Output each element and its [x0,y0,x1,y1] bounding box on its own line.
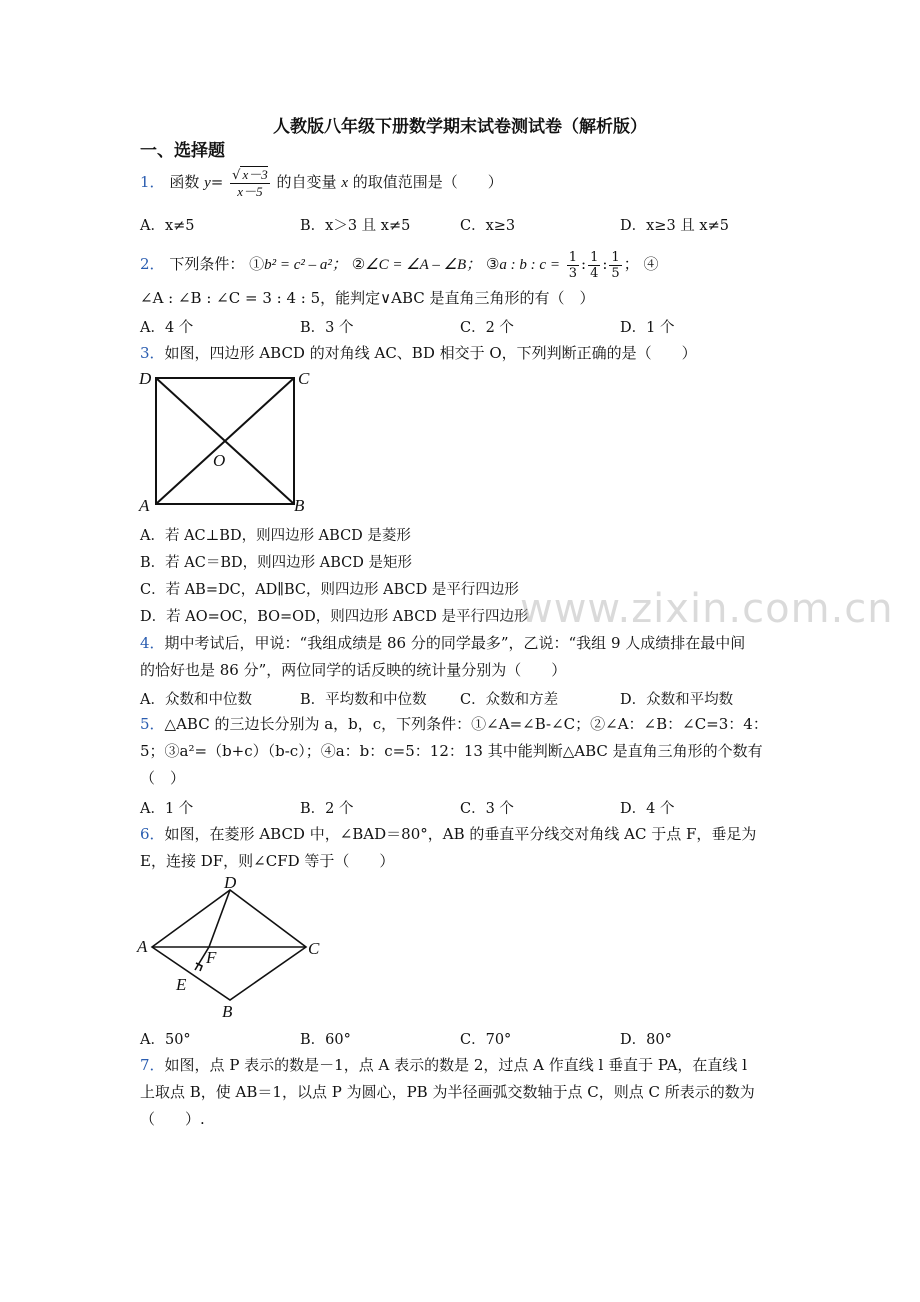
page-title: 人教版八年级下册数学期末试卷测试卷（解析版） [273,117,647,137]
q2-condition-3: a : b : c = [499,257,560,273]
label-f: F [206,948,217,967]
option-a: A．x≠5 [140,218,195,234]
option-d: D．1 个 [620,320,675,336]
q2-fraction-3: $\frac{1}{5}$ [611,249,620,281]
label-o: O [213,451,226,470]
option-c: C．众数和方差 [460,692,559,708]
q7-line-1: 如图，点 P 表示的数是－1，点 A 表示的数是 2，过点 A 作直线 l 垂直于 PA，在直线 l [164,1056,747,1074]
section-heading: 一、选择题 [140,141,225,161]
option-d: D．x≥3 且 x≠5 [620,218,729,234]
option-a: A．50° [140,1032,191,1048]
option-a: A．众数和中位数 [140,692,252,708]
question-1 [140,164,503,201]
option-d: D．众数和平均数 [620,692,734,708]
question-number: 4． [140,634,165,652]
option-c: C．x≥3 [460,218,516,234]
question-3 [140,340,697,366]
option-c: C．70° [460,1032,512,1048]
q2-mark-1: ① [249,255,265,273]
question-4 [140,630,745,656]
q2-semicolon: ； [623,255,639,273]
option-a: A．若 AC⊥BD，则四边形 ABCD 是菱形 [140,528,411,544]
q5-line-1: △ABC 的三边长分别为 a，b，c，下列条件：①∠A=∠B-∠C；②∠A：∠B：∠C=3：4： [164,715,768,733]
option-d: D．80° [620,1032,672,1048]
option-a: A．1 个 [140,801,194,817]
option-a: A．4 个 [140,320,194,336]
label-c: C [308,939,320,958]
q2-mark-2: ② [351,255,366,273]
option-b: B．x＞3 且 x≠5 [300,218,411,234]
q1-equals: = [210,173,224,191]
rhombus-figure [134,872,334,1022]
option-b: B．3 个 [300,320,354,336]
q2-line-2: ∠A : ∠B : ∠C = 3 : 4 : 5，能判定∨ABC 是直角三角形的有（ ） [140,289,595,307]
question-7 [140,1052,747,1078]
q4-line-1: 期中考试后，甲说：“我组成绩是 86 分的同学最多”，乙说：“我组 9 人成绩排在最中间 [164,634,746,652]
q2-mark-4: ④ [643,255,659,273]
q1-var-y: y [204,175,211,191]
label-a: A [139,496,150,515]
q1-prefix: 函数 [169,173,200,191]
q1-text-end: 的取值范围是（ ） [352,173,503,191]
option-b: B．60° [300,1032,351,1048]
label-d: D [139,369,152,388]
q5-line-3: （ ） [140,769,186,787]
q6-line-2: E，连接 DF，则∠CFD 等于（ ） [140,852,395,870]
label-c: C [298,369,310,388]
q6-line-1: 如图，在菱形 ABCD 中，∠BAD＝80°，AB 的垂直平分线交对角线 AC 于点 F，垂足为 [164,825,757,843]
q2-mark-3: ③ [485,255,500,273]
q2-fraction-1: $\frac{1}{3}$ [568,249,578,281]
q3-text: 如图，四边形 ABCD 的对角线 AC、BD 相交于 O，下列判断正确的是（ ） [164,344,697,362]
q1-fraction: $\frac{√ x-3}{x-5}$ [232,167,268,199]
question-2: 2． 下列条件： ①b² = c² – a²； ②∠C = ∠A – ∠B； ③a : b : c = $\frac{1}{3}$ : $\frac{1}{4}$ : $\frac{1}{5}$ ； ④ [140,249,659,281]
question-number: 1． [140,173,165,191]
label-e: E [176,975,187,994]
q1-text: 的自变量 [276,173,337,191]
q2-prefix: 下列条件： [169,255,245,273]
option-b: B．平均数和中位数 [300,692,427,708]
option-c: C．3 个 [460,801,514,817]
label-a: A [137,937,148,956]
question-number: 5． [140,715,165,733]
option-b: B．2 个 [300,801,354,817]
q5-line-2: 5；③a²=（b+c）（b-c）；④a：b：c=5：12：13 其中能判断△ABC 是直角三角形的个数有 [140,742,763,760]
label-b: B [294,496,305,515]
q2-condition-2: ∠C = ∠A – ∠B； [365,257,482,273]
question-number: 3． [140,344,165,362]
option-d: D．若 AO=OC，BO=OD，则四边形 ABCD 是平行四边形 [140,609,529,625]
question-5 [140,711,768,737]
q2-condition-1: b² = c² – a²； [264,257,347,273]
question-6 [140,821,756,847]
q7-line-3: （ ）. [140,1110,205,1128]
q1-var-x: x [341,175,348,191]
question-number: 6． [140,825,165,843]
q2-fraction-2: $\frac{1}{4}$ [590,249,599,281]
label-d: D [224,873,237,892]
watermark: www.zixin.com.cn [520,586,894,632]
option-b: B．若 AC＝BD，则四边形 ABCD 是矩形 [140,555,412,571]
q1-fraction-denominator: x－5 [237,184,263,199]
q4-line-2: 的恰好也是 86 分”，两位同学的话反映的统计量分别为（ ） [140,661,567,679]
option-c: C．若 AB=DC，AD∥BC，则四边形 ABCD 是平行四边形 [140,582,519,598]
q1-fraction-numerator: x－3 [242,167,268,182]
square-figure [138,366,318,516]
q7-line-2: 上取点 B，使 AB＝1，以点 P 为圆心，PB 为半径画弧交数轴于点 C，则点 C 所表示的数为 [140,1083,755,1101]
label-b: B [222,1002,233,1021]
question-number: 7． [140,1056,165,1074]
question-number: 2． [140,255,165,273]
option-d: D．4 个 [620,801,675,817]
option-c: C．2 个 [460,320,514,336]
